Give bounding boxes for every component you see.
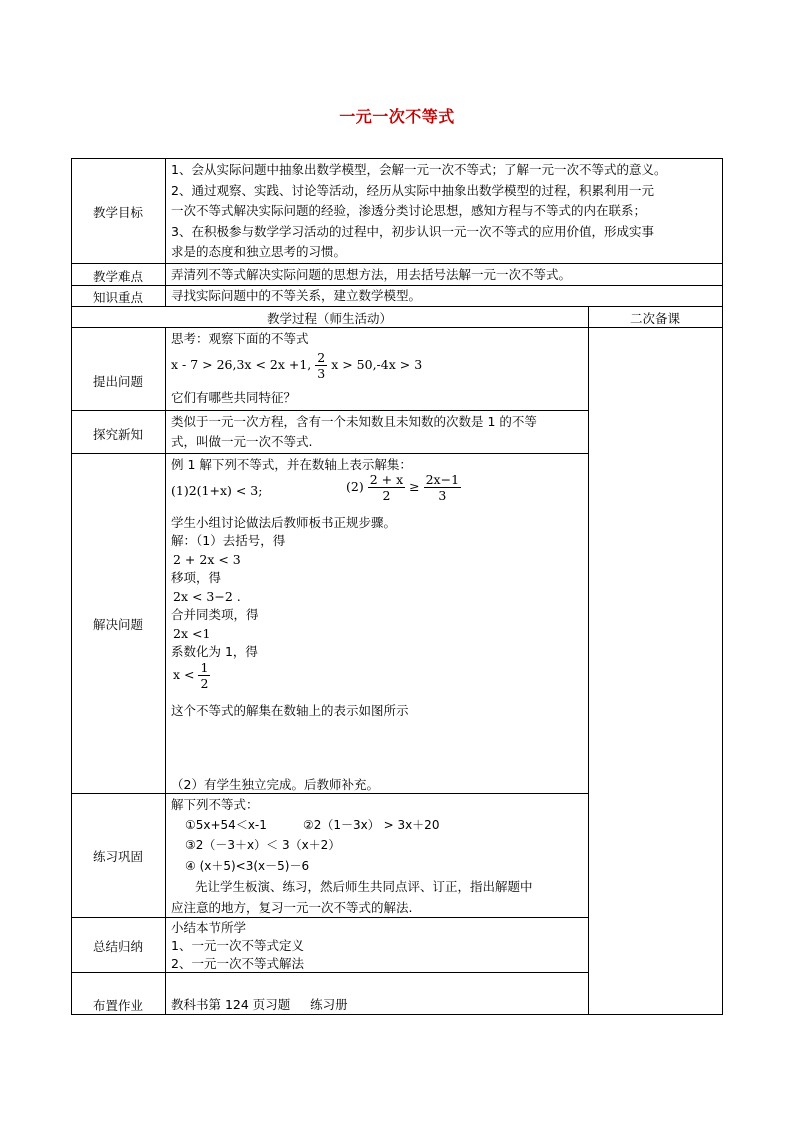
explore-label: 探究新知 (92, 427, 143, 442)
step-4-equation (173, 660, 210, 691)
summary-line-3: 2、一元一次不等式解法 (171, 956, 304, 971)
step-3-equation: 2x <1 (173, 626, 211, 641)
number-line-note: 这个不等式的解集在数轴上的表示如图所示 (171, 703, 409, 718)
document-title: 一元一次不等式 (339, 107, 455, 126)
inequality-list-b: x > 50,-4x > 3 (331, 357, 423, 372)
step-3-text: 合并同类项，得 (171, 607, 259, 622)
goal-line-5: 求是的态度和独立思考的习惯。 (171, 244, 347, 259)
fraction-two-thirds: $\frac{2}{3}$ (317, 350, 326, 381)
explore-line-1: 类似于一元一次方程，含有一个未知数且未知数的次数是 1 的不等 (171, 414, 537, 429)
eq-2-prefix: (2) (346, 479, 364, 494)
revision-header: 二次备课 (629, 311, 680, 326)
practice-item-1: ①5x+54＜x-1 (185, 818, 267, 832)
practice-label: 练习巩固 (92, 849, 143, 864)
keypoints-label: 知识重点 (92, 290, 143, 305)
keypoints-text: 寻找实际问题中的不等关系，建立数学模型。 (171, 288, 422, 303)
step-4-lhs: x < (173, 667, 195, 682)
step-1-equation: 2 + 2x < 3 (173, 552, 241, 567)
practice-intro: 解下列不等式： (171, 797, 259, 812)
difficulty-label: 教学难点 (92, 269, 143, 284)
difficulty-text: 弄清列不等式解决实际问题的思想方法，用去括号法解一元一次不等式。 (171, 267, 572, 282)
eq-2-operator: ≥ (409, 479, 420, 494)
goal-line-2: 2、通过观察、实践、讨论等活动，经历从实际中抽象出数学模型的过程，积累利用一元 (171, 183, 654, 198)
step-4-text: 系数化为 1，得 (171, 644, 258, 659)
goal-line-1: 1、会从实际问题中抽象出数学模型，会解一元一次不等式；了解一元一次不等式的意义。 (171, 162, 667, 177)
practice-item-2: ②2（1－3x） > 3x＋20 (303, 818, 440, 832)
practice-item-3: ③2（－3＋x）＜ 3（x＋2） (185, 838, 341, 852)
explore-line-2: 式，叫做一元一次不等式. (171, 434, 313, 449)
fraction-one-half: $\frac{1}{2}$ (200, 660, 209, 691)
practice-item-4: ④ (x＋5)<3(x－5)－6 (185, 859, 310, 873)
question-line-1: 思考：观察下面的不等式 (171, 331, 309, 346)
question-label: 提出问题 (92, 374, 143, 389)
process-header: 教学过程（师生活动） (266, 311, 392, 326)
eq-2-right-fraction: $\frac{2x-1}{3}$ (425, 472, 460, 503)
goal-line-4: 3、在积极参与数学学习活动的过程中，初步认识一元一次不等式的应用价值，形成实事 (171, 224, 654, 239)
step-2-text: 移项，得 (171, 570, 222, 585)
example-eq-1: (1)2(1+x) < 3; (171, 483, 263, 498)
eq-2-left-fraction: $\frac{2 + x}{2}$ (369, 472, 404, 503)
solve-label: 解决问题 (92, 617, 143, 632)
question-inequalities (171, 350, 422, 381)
summary-label: 总结归纳 (92, 939, 143, 954)
homework-label: 布置作业 (92, 998, 143, 1013)
summary-line-1: 小结本节所学 (171, 920, 247, 935)
practice-note-1: 先让学生板演、练习，然后师生共同点评、订正，指出解题中 (195, 879, 533, 894)
homework-text: 教科书第 124 页习题 练习册 (171, 997, 348, 1012)
step-2-equation: 2x < 3−2 . (173, 589, 241, 604)
step-1-text: 解：（1）去括号，得 (171, 533, 286, 548)
example-eq-2 (346, 472, 461, 503)
part-2-note: （2）有学生独立完成。后教师补充。 (171, 777, 379, 792)
practice-note-2: 应注意的地方，复习一元一次不等式的解法. (171, 900, 413, 915)
inequality-list-a: x - 7 > 26,3x < 2x +1, (171, 357, 312, 372)
discussion-text: 学生小组讨论做法后教师板书正规步骤。 (171, 515, 397, 530)
summary-line-2: 1、一元一次不等式定义 (171, 938, 304, 953)
question-line-3: 它们有哪些共同特征？ (171, 390, 297, 405)
goal-line-3: 一次不等式解决实际问题的经验，渗透分类讨论思想，感知方程与不等式的内在联系； (171, 203, 647, 218)
example-heading: 例 1 解下列不等式，并在数轴上表示解集： (171, 457, 412, 472)
goals-label: 教学目标 (92, 205, 143, 220)
